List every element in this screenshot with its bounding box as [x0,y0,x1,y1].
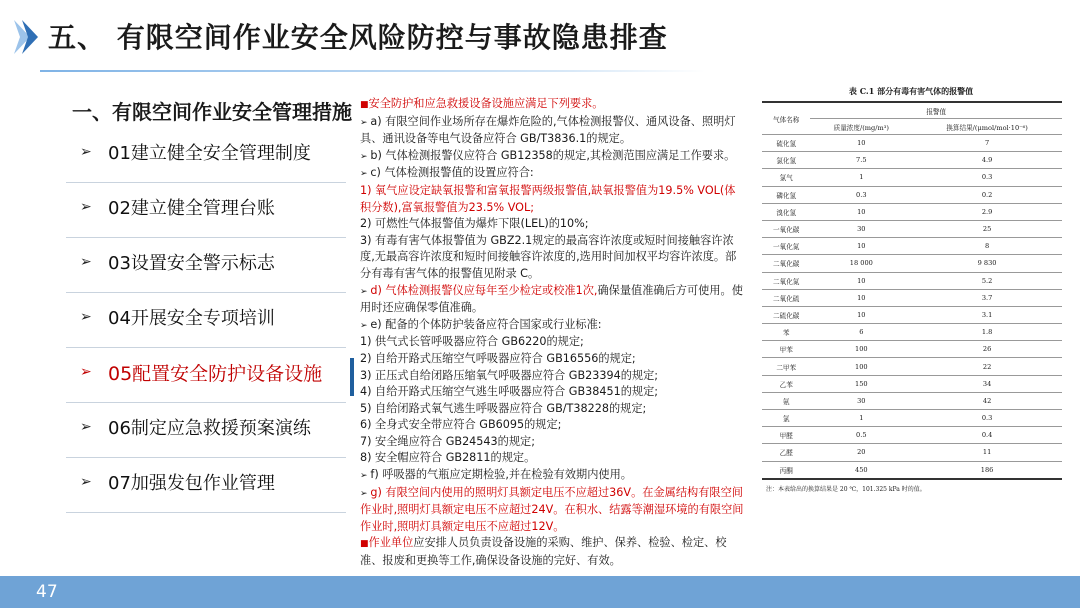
table-row: 氯化氢 7.5 4.9 [762,152,1062,169]
arrow-icon: ➢ [80,419,92,435]
item-b: ➢ b) 气体检测报警仪应符合 GB12358的规定,其检测范围应满足工作要求。 [360,148,736,162]
page-number: 47 [36,582,58,602]
menu-item-ledger[interactable] [66,183,346,238]
item-e8: 8) 安全帽应符合 GB2811的规定。 [360,451,536,465]
item-e6: 6) 全身式安全带应符合 GB6095的规定; [360,418,562,432]
arrow-bullet-icon: ➢ [360,286,371,297]
item-e3: 3) 正压式自给闭路压缩氧气呼吸器应符合 GB23394的规定; [360,368,659,382]
arrow-icon: ➢ [80,199,92,215]
title-marker-icon [12,18,40,56]
item-g: ➢ g) 有限空间内使用的照明灯具额定电压不应超过36V。在金属结构有限空间作业时,照明灯具额定电压不应超过24V。在积水、结露等潮湿环境的有限空间作业时,照明灯具额定电压不应超过12V。 [360,485,744,533]
menu-item-label: 01建立健全安全管理制度 [108,143,311,164]
table-row: 二甲苯 100 22 [762,358,1062,375]
arrow-bullet-icon: ➢ [360,117,371,128]
table-caption: 表 C.1 部分有毒有害气体的报警值 [848,86,974,96]
col-gas-name: 气体名称 [762,102,810,135]
menu-item-training[interactable] [66,293,346,348]
table-row: 二氧化硫 10 3.7 [762,289,1062,306]
item-c2: 2) 可燃性气体报警值为爆炸下限(LEL)的10%; [360,217,589,231]
menu-item-management-system[interactable] [66,128,346,183]
item-e: ➢ e) 配备的个体防护装备应符合国家或行业标准: [360,317,602,331]
item-c3: 3) 有毒有害气体报警值为 GBZ2.1规定的最高容许浓度或短时间接触容许浓度,无最高容许浓度和短时间接触容许浓度的,选用时间加权平均容许浓度。部分有毒有害气体的报警值见附录 C。 [360,233,737,280]
table-row: 一氧化氮 10 8 [762,238,1062,255]
item-e4: 4) 自给开路式压缩空气逃生呼吸器应符合 GB38451的规定; [360,385,659,399]
arrow-bullet-icon: ➢ [360,169,371,180]
intro-paragraph: ■安全防护和应急救援设备设施应满足下列要求。 [360,97,604,110]
menu-item-contracting[interactable] [66,458,346,513]
active-indicator [350,358,354,396]
menu-item-label: 07加强发包作业管理 [108,473,275,494]
arrow-icon: ➢ [80,309,92,325]
table-row: 溴化氢 10 2.9 [762,203,1062,220]
item-d: ➢ d) 气体检测报警仪应每年至少检定或校准1次,确保量值准确后方可使用。使用时还应确保零值准确。 [360,283,743,315]
measures-menu [66,128,346,513]
arrow-bullet-icon: ➢ [360,488,371,499]
table-row: 丙酮 450 186 [762,461,1062,479]
arrow-icon: ➢ [80,254,92,270]
menu-item-protective-equipment[interactable] [66,348,346,403]
table-row: 氨 30 42 [762,392,1062,409]
final-paragraph: ■作业单位应安排人员负责设备设施的采购、维护、保养、检验、检定、校准、报废和更换等工作,确保设备设施的完好、有效。 [360,536,727,568]
menu-item-label: 03设置安全警示标志 [108,253,275,274]
requirements-text [360,96,744,570]
table-row: 氯气 1 0.3 [762,169,1062,186]
table-row: 二硫化碳 10 3.1 [762,306,1062,323]
square-bullet-icon: ■ [360,539,369,550]
table-row: 氯 1 0.3 [762,410,1062,427]
menu-item-label: 05配置安全防护设备设施 [108,363,323,385]
table-row: 苯 6 1.8 [762,324,1062,341]
table-row: 硫化氢 10 7 [762,135,1062,152]
col-mass-concentration: 质量浓度/(mg/m³) [810,119,912,135]
alarm-value-table [762,101,1062,480]
page-title: 五、 有限空间作业安全风险防控与事故隐患排查 [48,21,668,54]
table-row: 乙苯 150 34 [762,375,1062,392]
col-alarm-value: 报警值 [810,102,1062,119]
arrow-bullet-icon: ➢ [360,151,371,162]
section-heading: 一、有限空间作业安全管理措施 [72,100,352,124]
table-header-row [762,102,1062,119]
item-a: ➢ a) 有限空间作业场所存在爆炸危险的,气体检测报警仪、通风设备、照明灯具、通讯设备等电气设备应符合 GB/T3836.1的规定。 [360,114,736,146]
item-c: ➢ c) 气体检测报警值的设置应符合: [360,166,534,180]
menu-item-warning-signs[interactable] [66,238,346,293]
arrow-icon: ➢ [80,144,92,160]
footer-bar [0,576,1080,608]
title-underline [40,70,705,72]
arrow-bullet-icon: ➢ [360,320,371,331]
square-bullet-icon: ■ [360,100,369,110]
menu-item-emergency-drill[interactable] [66,403,346,458]
table-note: 注：本表给出的换算结果是 20 ℃，101.325 kPa 时的值。 [766,485,926,493]
menu-item-label: 04开展安全专项培训 [108,308,275,329]
col-converted: 换算结果/(μmol/mol·10⁻⁶) [912,119,1062,135]
item-f: ➢ f) 呼吸器的气瓶应定期检验,并在检验有效期内使用。 [360,468,632,482]
table-row: 二氧化碳 18 000 9 830 [762,255,1062,272]
item-e2: 2) 自给开路式压缩空气呼吸器应符合 GB16556的规定; [360,351,636,365]
menu-item-label: 02建立健全管理台账 [108,198,275,219]
arrow-bullet-icon: ➢ [360,471,371,482]
title-bar [0,8,1080,66]
arrow-icon: ➢ [80,364,92,380]
item-e5: 5) 自给闭路式氧气逃生呼吸器应符合 GB/T38228的规定; [360,401,647,415]
table-row: 甲苯 100 26 [762,341,1062,358]
arrow-icon: ➢ [80,474,92,490]
item-e7: 7) 安全绳应符合 GB24543的规定; [360,434,535,448]
alarm-value-table-figure [752,80,1070,550]
table-row: 二氧化氮 10 5.2 [762,272,1062,289]
item-e1: 1) 供气式长管呼吸器应符合 GB6220的规定; [360,335,584,349]
menu-item-label: 06制定应急救援预案演练 [108,418,311,439]
item-c1: 1) 氧气应设定缺氧报警和富氧报警两级报警值,缺氧报警值为19.5% VOL(体积分数),富氧报警值为23.5% VOL; [360,183,736,214]
table-row: 磷化氢 0.3 0.2 [762,186,1062,203]
table-row: 甲醛 0.5 0.4 [762,427,1062,444]
table-row: 一氧化碳 30 25 [762,220,1062,237]
table-row: 乙醛 20 11 [762,444,1062,461]
